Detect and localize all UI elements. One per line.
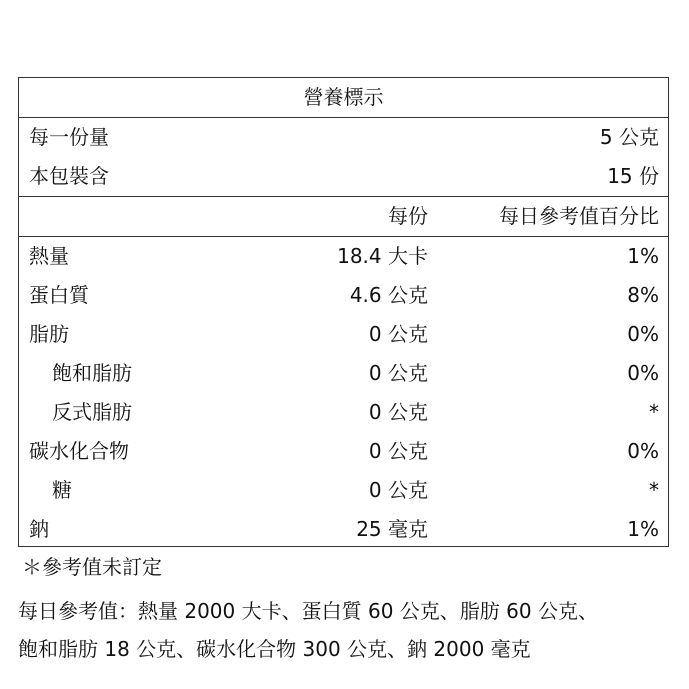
servings-per-package-value: 15 份	[607, 164, 659, 188]
nutrient-daily-value: 0%	[627, 439, 659, 463]
nutrient-row-energy	[19, 237, 668, 276]
daily-reference-line-1: 每日參考值：熱量 2000 大卡、蛋白質 60 公克、脂肪 60 公克、	[18, 599, 598, 623]
nutrient-daily-value: 1%	[627, 517, 659, 541]
servings-per-package-row	[19, 157, 668, 197]
nutrient-name: 糖	[52, 478, 72, 502]
daily-reference-note	[18, 592, 678, 668]
nutrient-row-trans-fat	[19, 393, 668, 432]
nutrient-daily-value: 0%	[627, 322, 659, 346]
nutrient-daily-value: 0%	[627, 361, 659, 385]
nutrient-row-fat	[19, 315, 668, 354]
nutrient-amount: 18.4 大卡	[337, 244, 428, 268]
nutrient-amount: 0 公克	[368, 478, 428, 502]
nutrient-name: 碳水化合物	[29, 439, 129, 463]
nutrition-facts-panel	[18, 77, 669, 547]
nutrient-amount: 0 公克	[368, 400, 428, 424]
nutrient-name: 鈉	[29, 517, 49, 541]
serving-size-label: 每一份量	[29, 125, 109, 149]
serving-size-row	[19, 118, 668, 157]
nutrient-name: 飽和脂肪	[52, 361, 132, 385]
nutrient-daily-value: *	[649, 478, 659, 502]
nutrient-daily-value: *	[649, 400, 659, 424]
nutrient-amount: 0 公克	[368, 439, 428, 463]
daily-reference-line-2: 飽和脂肪 18 公克、碳水化合物 300 公克、鈉 2000 毫克	[18, 637, 531, 661]
nutrient-amount: 4.6 公克	[349, 283, 428, 307]
nutrient-daily-value: 1%	[627, 244, 659, 268]
nutrient-row-saturated-fat	[19, 354, 668, 393]
nutrient-name: 蛋白質	[29, 283, 89, 307]
servings-per-package-label: 本包裝含	[29, 164, 109, 188]
nutrient-amount: 0 公克	[368, 361, 428, 385]
nutrient-row-carbohydrate	[19, 432, 668, 471]
nutrient-daily-value: 8%	[627, 283, 659, 307]
nutrition-title: 營養標示	[19, 78, 668, 118]
nutrient-row-sugar	[19, 471, 668, 510]
nutrient-amount: 25 毫克	[356, 517, 428, 541]
per-serving-header: 每份	[388, 204, 428, 228]
column-header-row	[19, 197, 668, 237]
nutrient-row-protein	[19, 276, 668, 315]
serving-size-value: 5 公克	[599, 125, 659, 149]
nutrient-name: 熱量	[29, 244, 69, 268]
footnote: ＊參考值未訂定	[22, 555, 162, 579]
nutrient-row-sodium	[19, 510, 668, 549]
nutrient-name: 反式脂肪	[52, 400, 132, 424]
nutrient-amount: 0 公克	[368, 322, 428, 346]
nutrient-name: 脂肪	[29, 322, 69, 346]
daily-value-header: 每日參考值百分比	[499, 204, 659, 228]
